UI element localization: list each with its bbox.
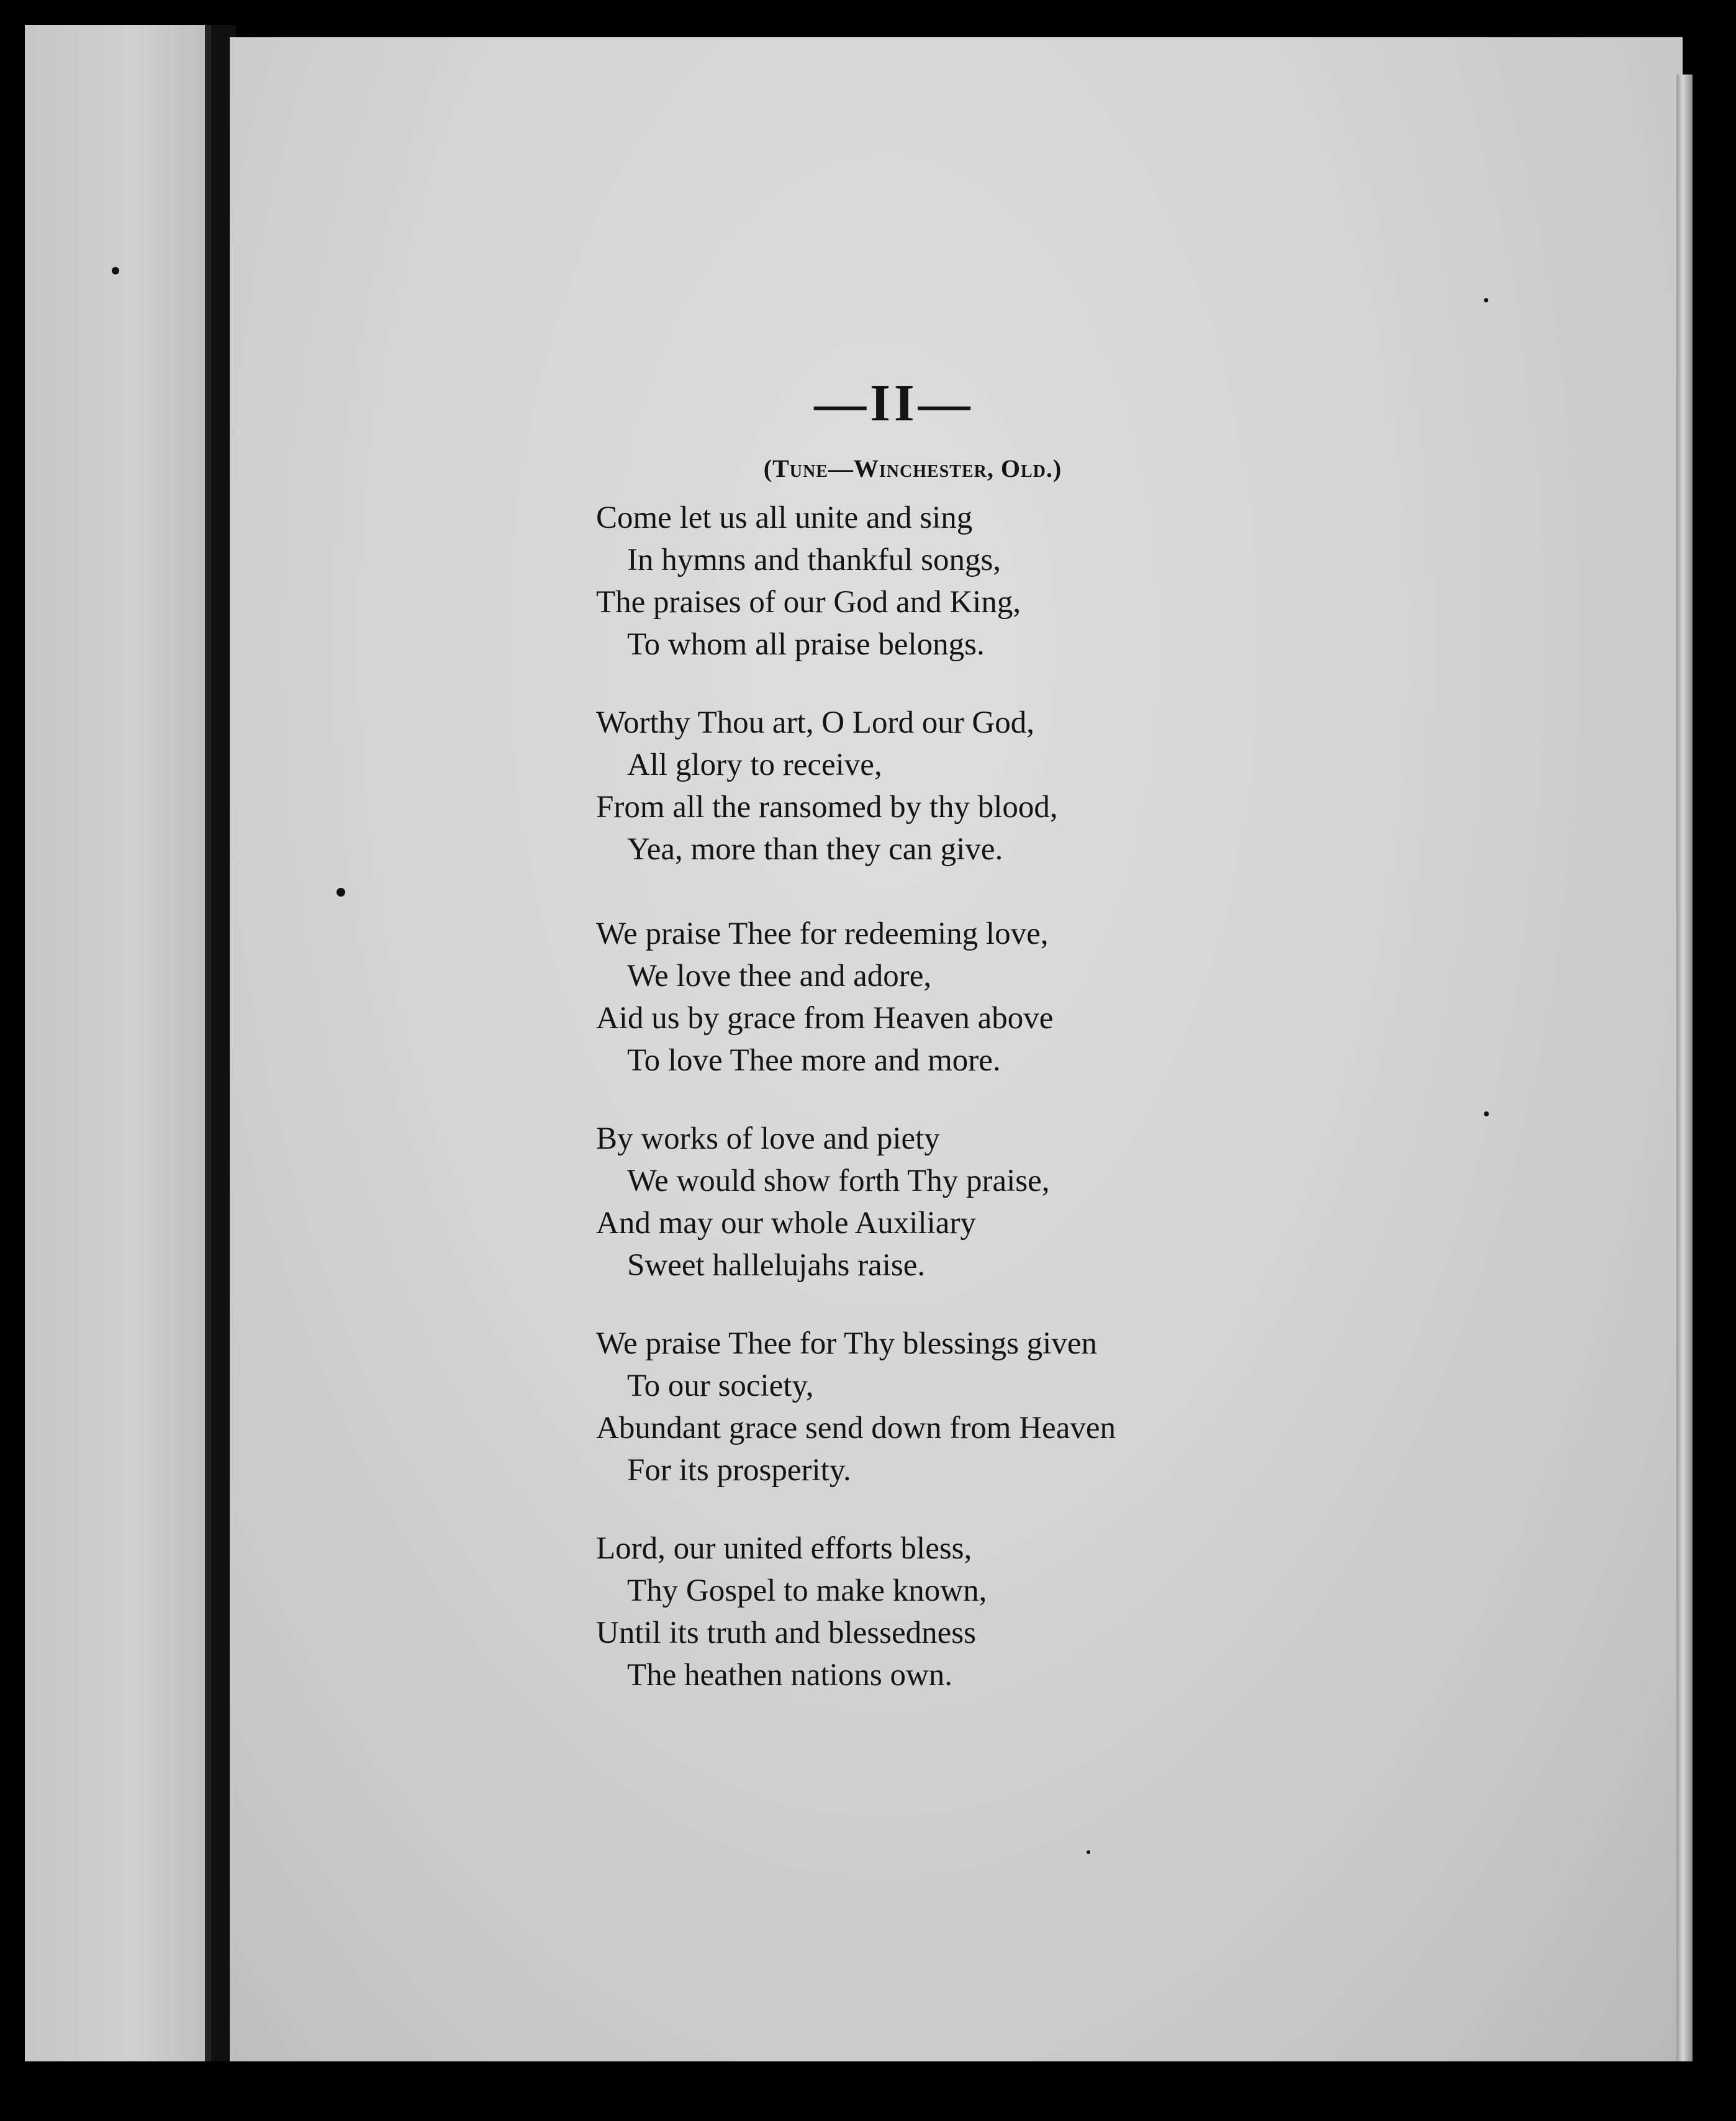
verse-line: Sweet hallelujahs raise. [627, 1248, 926, 1283]
stanza-3 [596, 913, 1341, 1082]
paper-speck [112, 267, 119, 274]
verse-line: And may our whole Auxiliary [596, 1206, 976, 1241]
verse-line: Lord, our united efforts bless, [596, 1531, 972, 1566]
verse-line: We praise Thee for redeeming love, [596, 916, 1049, 951]
verse-line: By works of love and piety [596, 1121, 940, 1156]
verse-line: The heathen nations own. [627, 1658, 953, 1693]
verse-line: Thy Gospel to make known, [627, 1573, 987, 1608]
verse-line: Until its truth and blessedness [596, 1616, 976, 1650]
paper-speck [337, 888, 345, 897]
stanza-6 [596, 1527, 1341, 1696]
verse-line: We praise Thee for Thy blessings given [596, 1326, 1097, 1361]
verse-line: For its prosperity. [627, 1453, 851, 1488]
verse-line: Come let us all unite and sing [596, 500, 973, 535]
verse-line: Yea, more than they can give. [627, 832, 1003, 867]
hymn-number: —II— [814, 374, 974, 432]
verse-line: The praises of our God and King, [596, 585, 1021, 620]
paper-speck [1484, 1111, 1489, 1116]
verse-line: From all the ransomed by thy blood, [596, 790, 1058, 825]
stanza-2 [596, 702, 1341, 871]
verse-line: Abundant grace send down from Heaven [596, 1411, 1116, 1445]
page-edge [1676, 75, 1693, 2061]
verse-line: All glory to receive, [627, 748, 882, 782]
tune-name: (Tune—Winchester, Old.) [763, 455, 1062, 482]
stanza-4 [596, 1118, 1341, 1287]
paper-speck [1087, 1850, 1090, 1854]
verse-line: In hymns and thankful songs, [627, 543, 1001, 577]
verse-line: To love Thee more and more. [627, 1043, 1001, 1078]
left-page [25, 25, 211, 2061]
verse-line: We would show forth Thy praise, [627, 1164, 1050, 1198]
verse-line: We love thee and adore, [627, 959, 932, 993]
verse-line: Aid us by grace from Heaven above [596, 1001, 1054, 1036]
stanza-5 [596, 1323, 1341, 1491]
verse-line: To our society, [627, 1368, 814, 1403]
verse-line: To whom all praise belongs. [627, 627, 985, 662]
stanza-1 [596, 497, 1341, 666]
paper-speck [1484, 298, 1488, 302]
verse-line: Worthy Thou art, O Lord our God, [596, 705, 1035, 740]
